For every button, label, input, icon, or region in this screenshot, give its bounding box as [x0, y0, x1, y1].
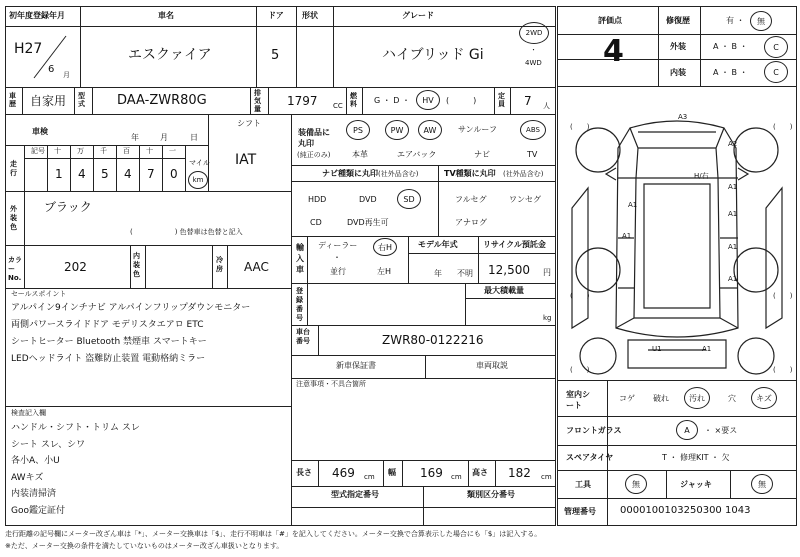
seat-scratch-circled: キズ: [751, 387, 777, 409]
usage-label: 車歴: [9, 92, 16, 108]
chassis-value: ZWR80-0122216: [382, 333, 484, 347]
equip-tv: TV: [527, 150, 538, 159]
height-unit: cm: [541, 473, 552, 481]
equipment-sublabel: (純正のみ): [297, 151, 331, 159]
mileage-digit-header: 一: [169, 147, 176, 155]
seat-stain-circled: 汚れ: [684, 387, 710, 409]
navi-cd: CD: [310, 218, 322, 227]
import-parallel: 並行: [330, 267, 346, 276]
exterior-label: 外装: [670, 42, 686, 51]
recycle-value: 12,500: [488, 263, 530, 277]
shift-value: IAT: [235, 152, 257, 168]
damage-mark: ( ): [570, 366, 590, 374]
usage-value: 自家用: [30, 94, 67, 108]
ac-label: 冷房: [216, 256, 223, 273]
damage-mark: U1: [652, 345, 662, 353]
mileage-digit-header: 千: [100, 147, 107, 155]
first-reg-era: H27: [14, 41, 43, 57]
mileage-digit: 1: [55, 167, 63, 181]
damage-mark: A3: [678, 113, 688, 121]
inspection-item-line: ハンドル・シフト・トリム スレ: [11, 423, 140, 433]
interior-color-label: 内装色: [133, 252, 140, 278]
jack-none-circled: 無: [751, 474, 773, 494]
interior-options: A ・ B ・: [713, 68, 748, 77]
damage-mark: ( ): [773, 366, 793, 374]
mileage-digit: 4: [124, 167, 132, 181]
model-year-value: 不明: [457, 269, 473, 278]
capacity-value: 7: [524, 94, 532, 108]
equip-pw-circled: PW: [385, 120, 409, 140]
chassis-label: 車台番号: [296, 328, 310, 345]
inspection-items-label: 検査記入欄: [11, 409, 46, 417]
first-reg-month: 6: [48, 64, 55, 75]
inspection-day-unit: 日: [190, 133, 198, 142]
color-no-value: 202: [64, 260, 87, 274]
equip-sunroof: サンルーフ: [458, 125, 497, 134]
footer-note-2: ※ただ、メーター交換の条件を満たしていないものはメーター改ざん車扱いとなります。: [5, 542, 284, 550]
exterior-c-circled: C: [764, 36, 788, 58]
equip-ps-circled: PS: [346, 120, 370, 140]
navi-dvd: DVD: [359, 195, 377, 204]
model-label: 型式: [78, 92, 85, 108]
vehicle-damage-diagram: [558, 88, 796, 380]
score-value: 4: [603, 34, 624, 69]
windshield-label: フロントガラス: [566, 426, 622, 435]
sales-points-list: [11, 304, 289, 372]
color-label: 外装色: [10, 205, 17, 231]
sales-point-line: アルパイン9インチナビ アルパインフリップダウンモニター: [11, 303, 251, 313]
model-spec-label: 型式指定番号: [331, 490, 379, 499]
color-value: ブラック: [44, 200, 92, 214]
displacement-value: 1797: [287, 94, 318, 108]
mileage-digit: 4: [78, 167, 86, 181]
damage-mark: ( ): [570, 292, 590, 300]
sales-point-line: 両側パワースライドドア モデリスタエアロ ETC: [11, 320, 204, 330]
displacement-unit: CC: [333, 102, 343, 110]
tv-fullseg: フルセグ: [455, 195, 487, 204]
max-load-label: 最大積載量: [484, 286, 524, 295]
inspection-month-unit: 月: [160, 133, 168, 142]
mileage-digit-header: 百: [123, 147, 130, 155]
mileage-digit: 0: [170, 167, 178, 181]
grade: ハイブリッド Gi: [382, 47, 484, 63]
grade-label: グレード: [402, 11, 434, 20]
damage-mark: A1: [728, 210, 738, 218]
class-no-label: 類別区分番号: [467, 490, 515, 499]
width-unit: cm: [451, 473, 462, 481]
mileage-digit-header: 万: [77, 147, 84, 155]
length-unit: cm: [364, 473, 375, 481]
tv-oneseg: ワンセグ: [509, 195, 541, 204]
car-name-label: 車名: [158, 11, 174, 20]
damage-mark: ( ): [773, 292, 793, 300]
height-label: 高さ: [472, 468, 488, 477]
mileage-digit-header: 十: [146, 147, 153, 155]
navi-label: ナビ種類に丸印: [322, 169, 378, 178]
inspection-item-line: 内装清掃済: [11, 489, 57, 499]
shift-label: シフト: [237, 119, 261, 128]
import-label: 輸入車: [296, 243, 304, 274]
mileage-label: 走行: [10, 160, 17, 177]
windshield-a-circled: A: [676, 420, 698, 440]
interior-seat-label: 室内シート: [566, 390, 590, 410]
tools-label: 工具: [575, 480, 591, 489]
km-circled: km: [188, 171, 208, 189]
fuel-hv-circled: HV: [416, 90, 440, 110]
equip-airbag: エアバック: [397, 150, 437, 159]
width-label: 幅: [388, 468, 396, 477]
seat-hole: 穴: [728, 394, 736, 403]
model-year-label: モデル年式: [418, 240, 458, 249]
inspection-label: 車検: [32, 127, 48, 136]
notes-label: 注意事項・不具合箇所: [296, 380, 366, 388]
inspection-year-unit: 年: [131, 133, 139, 142]
spare-tire-label: スペアタイヤ: [566, 453, 614, 462]
car-name: エスクァイア: [128, 47, 212, 63]
ac-value: AAC: [244, 260, 269, 274]
damage-mark: ( ): [773, 123, 793, 131]
repair-options: 有 ・: [726, 16, 745, 25]
score-label: 評価点: [598, 16, 622, 25]
tv-label: TV種類に丸印: [444, 169, 496, 178]
inspection-item-line: AWキズ: [11, 472, 44, 483]
damage-mark: A1: [702, 345, 712, 353]
model-value: DAA-ZWR80G: [117, 93, 207, 108]
management-label: 管理番号: [564, 507, 596, 516]
equip-aw-circled: AW: [418, 120, 442, 140]
spare-tire-options: T ・ 修理KIT ・ 欠: [662, 453, 730, 462]
sales-point-line: シートヒーター Bluetooth 禁煙車 スマートキー: [11, 337, 207, 347]
interior-c-circled: C: [764, 61, 788, 83]
first-reg-month-unit: 月: [63, 71, 70, 79]
inspection-item-line: 各小A、小U: [11, 456, 60, 466]
fuel-label: 燃料: [350, 92, 357, 108]
equip-leather: 本革: [352, 150, 368, 159]
first-reg-label: 初年度登録年月: [9, 11, 65, 20]
drive-dot: ・: [530, 46, 537, 54]
repair-label: 修復歴: [666, 16, 690, 25]
mileage-digit-header: 十: [54, 147, 61, 155]
import-right-h-circled: 右H: [373, 238, 397, 256]
sales-point-line: LEDヘッドライト 盗難防止装置 電動格納ミラー: [11, 354, 206, 364]
reg-no-label: 登録番号: [296, 287, 303, 322]
inspection-item-line: シート スレ、シワ: [11, 439, 86, 450]
navi-sd-circled: SD: [397, 189, 421, 209]
shape-label: 形状: [302, 11, 318, 20]
width-value: 169: [420, 466, 443, 480]
tv-analog: アナログ: [455, 218, 487, 227]
navi-sublabel: (社外品含む): [378, 170, 419, 178]
tools-none-circled: 無: [625, 474, 647, 494]
displacement-label: 排気量: [254, 89, 261, 113]
length-value: 469: [332, 466, 355, 480]
interior-label: 内装: [670, 68, 686, 77]
vehicle-manual: 車両取説: [476, 361, 508, 370]
recycle-unit: 円: [543, 268, 551, 277]
import-dot: ・: [333, 253, 341, 262]
drive-4wd: 4WD: [525, 59, 542, 67]
max-load-unit: kg: [543, 314, 552, 322]
mileage-digit: 5: [101, 167, 109, 181]
inspection-item-line: Goo鑑定証付: [11, 505, 65, 516]
new-car-warranty: 新車保証書: [336, 361, 376, 370]
model-year-unit: 年: [434, 269, 442, 278]
equip-navi: ナビ: [474, 150, 490, 159]
repair-none-circled: 無: [750, 11, 772, 31]
color-note: ( ) 色替車は色替と記入: [130, 228, 243, 236]
damage-mark: H/右: [694, 172, 709, 180]
damage-mark: A1: [728, 183, 738, 191]
import-dealer: ディーラー: [318, 241, 358, 250]
damage-mark: A1: [728, 275, 738, 283]
equipment-label: 装備品に丸印: [298, 128, 330, 148]
damage-mark: ( ): [570, 123, 590, 131]
damage-mark: A1: [622, 232, 632, 240]
height-value: 182: [508, 466, 531, 480]
fuel-options: G ・ D ・: [374, 96, 410, 105]
management-value: 0000100103250300 1043: [620, 505, 751, 516]
navi-hdd: HDD: [308, 195, 327, 204]
fuel-paren: ( ): [446, 96, 477, 105]
drive-2wd-circled: 2WD: [519, 22, 549, 44]
sales-points-label: セールスポイント: [11, 290, 67, 298]
length-label: 長さ: [296, 468, 312, 477]
tv-sublabel: (社外品含む): [503, 170, 544, 178]
seat-tear: 破れ: [653, 394, 669, 403]
jack-label: ジャッキ: [680, 480, 712, 489]
recycle-label: リサイクル預託金: [483, 240, 546, 249]
capacity-unit: 人: [543, 102, 550, 110]
mileage-digit: 7: [147, 167, 155, 181]
mileage-digit-header: 記号: [31, 147, 45, 155]
door-count: 5: [271, 48, 280, 63]
equip-abs-circled: ABS: [520, 120, 546, 140]
exterior-options: A ・ B ・: [713, 42, 748, 51]
mile-label: マイル: [189, 159, 210, 167]
navi-dvd-play: DVD再生可: [347, 218, 389, 227]
damage-mark: A1: [628, 201, 638, 209]
damage-mark: A1: [728, 243, 738, 251]
capacity-label: 定員: [498, 92, 505, 108]
footer-note-1: 走行距離の記号欄にメーター改ざん車は「*」、メーター交換車は「$」、走行不明車は「#」を記入してください。メーター交換で合算表示した場合にも「$」は記入する。: [5, 530, 542, 538]
seat-burn: コゲ: [619, 394, 635, 403]
inspection-items-list: [11, 424, 289, 523]
import-left-h: 左H: [377, 267, 392, 276]
color-no-label: カラーNo.: [8, 256, 22, 282]
windshield-rest: ・ ×要ス: [704, 426, 738, 435]
door-label: ドア: [268, 11, 284, 20]
damage-mark: A2: [728, 140, 738, 148]
